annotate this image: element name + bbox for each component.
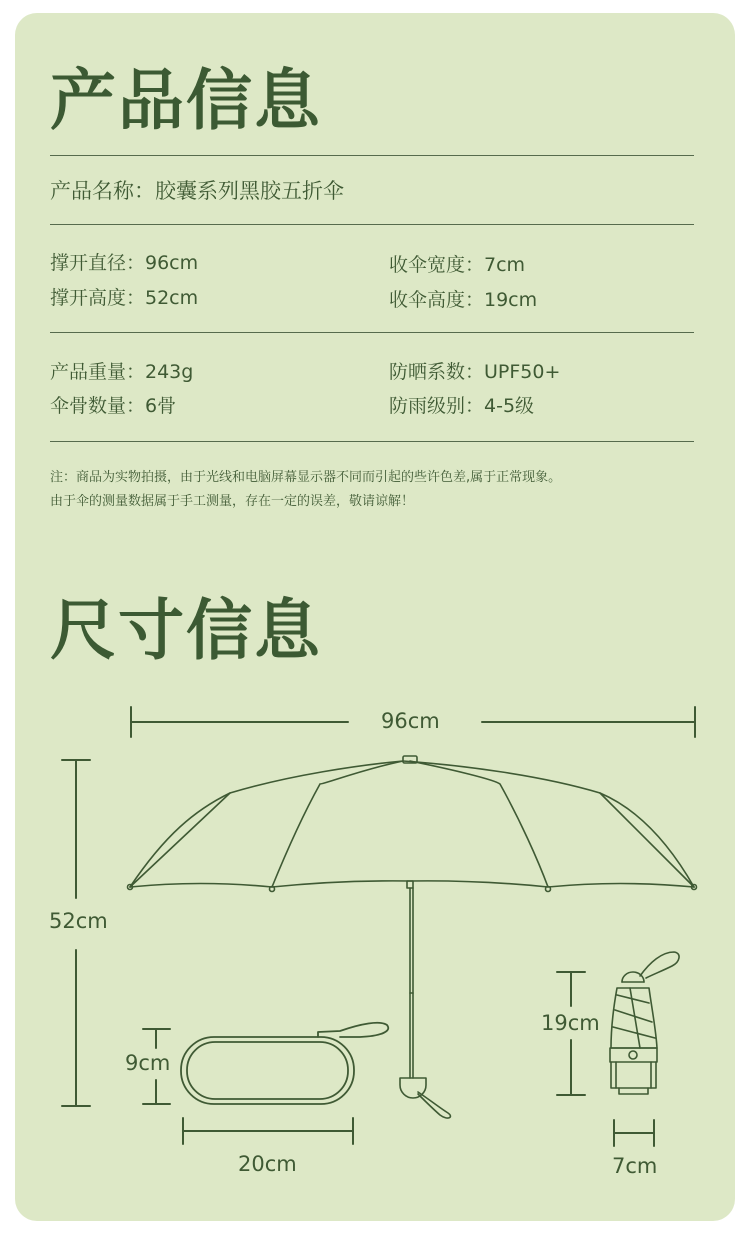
folded-width-dimension <box>614 1120 654 1146</box>
folded-height-label: 19cm <box>541 1011 600 1035</box>
disclaimer-line-2: 由于伞的测量数据属于手工测量，存在一定的误差，敬请谅解！ <box>50 494 415 509</box>
capsule-case-drawing <box>181 1023 388 1104</box>
case-height-label: 9cm <box>125 1051 171 1075</box>
spec-open-diameter: 撑开直径：96cm <box>50 252 199 274</box>
width-label: 96cm <box>381 709 440 733</box>
disclaimer-line-1: 注：商品为实物拍摄，由于光线和电脑屏幕显示器不同而引起的些许色差,属于正常现象。 <box>50 470 562 485</box>
spec-weight: 产品重量：243g <box>50 361 194 383</box>
size-info-title: 尺寸信息 <box>50 592 322 669</box>
height-dimension-line <box>62 760 90 1106</box>
spec-ribs: 伞骨数量：6骨 <box>50 395 177 417</box>
folded-umbrella-drawing <box>610 952 679 1094</box>
folded-width-label: 7cm <box>612 1154 658 1178</box>
case-width-label: 20cm <box>238 1152 297 1176</box>
spec-folded-height: 收伞高度：19cm <box>389 289 538 311</box>
product-info-title: 产品信息 <box>50 62 322 139</box>
spec-uv: 防晒系数：UPF50+ <box>389 361 561 383</box>
product-name: 产品名称：胶囊系列黑胶五折伞 <box>50 179 344 203</box>
spec-rain: 防雨级别：4-5级 <box>389 395 535 417</box>
height-label: 52cm <box>49 909 108 933</box>
case-width-dimension <box>183 1118 353 1144</box>
spec-folded-width: 收伞宽度：7cm <box>389 254 526 276</box>
spec-open-height: 撑开高度：52cm <box>50 287 199 309</box>
